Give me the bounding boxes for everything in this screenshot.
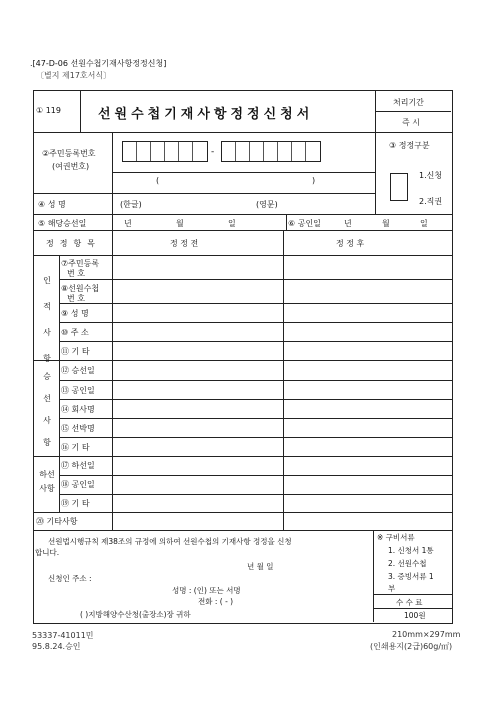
circle-number: ① 119: [36, 106, 61, 115]
header-item: 정정항목: [46, 239, 101, 248]
name-label: ④ 성 명: [38, 200, 66, 209]
passport-number-label: (여권번호): [52, 162, 90, 171]
footer-paper-type: (인쇄용지(2급)60g/㎡): [370, 642, 453, 651]
footer-approval-date: 95.8.24.승인: [32, 642, 81, 651]
item-boarding-date: ⑫ 승선일: [61, 366, 95, 375]
item-notary-date-2: ⑱ 공인일: [61, 480, 95, 489]
passport-paren-close: ): [312, 176, 316, 185]
applicant-signature: 성명 : (인) 또는 서명: [172, 586, 241, 595]
group-disembark: 하선 사항: [39, 470, 55, 493]
header-after: 정 정 후: [336, 239, 365, 248]
item-disembark-date: ⑰ 하선일: [61, 461, 95, 470]
recipient-office: ( )지방해양수산청(출장소)장 귀하: [80, 610, 191, 619]
applicant-address: 신청인 주소 :: [48, 574, 92, 583]
form-title: 선원수첩기재사항정정신청서: [98, 107, 314, 122]
name-english-label: (영문): [256, 200, 278, 209]
notary-day: 일: [420, 219, 428, 228]
required-doc-3: 3. 증빙서류 1: [388, 572, 434, 581]
header-before: 정 정 전: [170, 239, 199, 248]
statement-line1: 선원법시행규칙 제38조의 규정에 의하여 선원수첩의 기재사항 정정을 신청: [48, 537, 292, 546]
applicant-phone: 전화 : ( - ): [198, 597, 234, 606]
statement-line2: 합니다.: [35, 548, 60, 557]
item-resident-number-a: ⑦주민등록: [61, 259, 100, 268]
correction-type-checkbox[interactable]: [390, 173, 408, 201]
item-resident-number-b: 번 호: [67, 269, 85, 278]
group-boarding: [40, 366, 54, 454]
item-seafarer-book-b: 번 호: [67, 294, 85, 303]
notary-year: 년: [344, 219, 352, 228]
footer-code: 53337-41011민: [32, 631, 94, 640]
option-ex-officio: 2.직권: [419, 197, 443, 206]
item-ship-name: ⑮ 선박명: [61, 424, 95, 433]
item-other-1: ⑪ 기 타: [61, 347, 90, 356]
required-docs-title: ※ 구비서류: [377, 533, 415, 542]
fee-label: 수 수 료: [396, 598, 423, 607]
boarding-day: 일: [228, 219, 236, 228]
boarding-date-label: ⑤ 해당승선일: [38, 219, 87, 228]
item-address: ⑩ 주 소: [61, 328, 89, 337]
item-seafarer-book-a: ⑧선원수첩: [61, 284, 100, 293]
item-name: ⑨ 성 명: [61, 309, 89, 318]
resident-number-dash: -: [211, 147, 215, 157]
resident-number-front-input[interactable]: [122, 141, 208, 162]
passport-paren-open: (: [156, 176, 160, 185]
form-code: .[47-D-06 선원수첩기재사항정정신청]: [30, 59, 167, 68]
footer-paper-size: 210mm×297mm: [392, 630, 461, 639]
item-company: ⑭ 회사명: [61, 405, 95, 414]
group-personal-text: 인 적 사 항: [43, 276, 51, 363]
notary-date-label: ⑥ 공인일: [288, 219, 321, 228]
group-boarding-text: 승 선 사 항: [43, 372, 51, 447]
item-other-2: ⑯ 기 타: [61, 443, 90, 452]
processing-period-value: 즉 시: [402, 118, 420, 127]
processing-period-label: 처리기간: [393, 98, 424, 107]
required-doc-3-cont: 부: [388, 584, 396, 593]
item-other-3: ⑲ 기 타: [61, 499, 90, 508]
boarding-year: 년: [124, 219, 132, 228]
required-doc-2: 2. 선원수첩: [388, 559, 427, 568]
required-doc-1: 1. 신청서 1통: [388, 546, 434, 555]
name-korean-label: (한글): [120, 200, 142, 209]
fee-value: 100원: [404, 611, 426, 620]
attachment-label: 〔별지 제17호서식〕: [36, 71, 112, 80]
group-personal: [40, 268, 54, 372]
resident-number-back-input[interactable]: [221, 141, 321, 162]
item-other-matters: ⑳ 기타사항: [36, 517, 78, 526]
resident-number-label: ②주민등록번호: [42, 149, 96, 158]
correction-type-label: ③ 정정구분: [389, 141, 430, 150]
option-apply: 1.신청: [419, 171, 443, 180]
notary-month: 월: [382, 219, 390, 228]
application-date: 년 월 일: [247, 562, 274, 571]
boarding-month: 월: [176, 219, 184, 228]
item-notary-date: ⑬ 공인일: [61, 386, 95, 395]
